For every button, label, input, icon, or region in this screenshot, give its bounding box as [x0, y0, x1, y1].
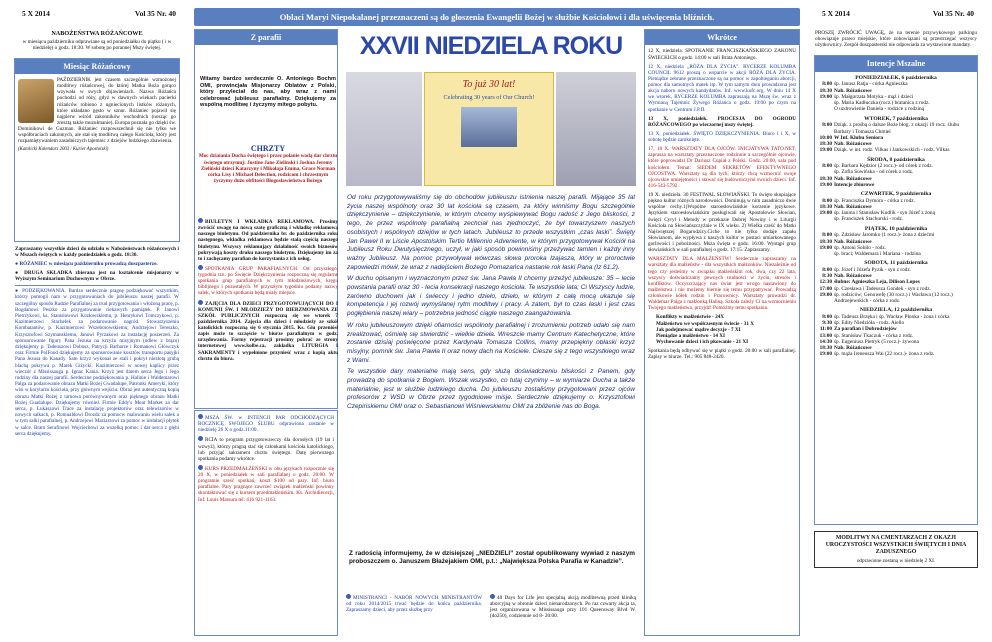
schedule-time: 18:30 [819, 345, 832, 352]
rcia-item [198, 436, 334, 462]
schedule-intention: Nab. Różańcowe [834, 203, 872, 210]
podziekowania-item: ● PODZIĘKOWANIA. Bardzo serdecznie pragnę podziękować wszystkim, którzy pomogli nam w przygotowaniach do jubileuszu naszej parafii. W szczególny sposób Radzie Parafialnej za trud przygotowania i włożoną pracę, p. Bogdanowi Peszko za przygotowanie ciekawych pamiątek. P. Janowi Pietrzykowi, ks. Stanisławowi Kozłowskiemu, p. Henrykowi Tomczykowi, p. Kazimierzowi Stachelek za podarowanie nagród. Stowarzyszeniu Kombatantów, p. Kazimierzowi Wszeborowskiemu, Andrzejowi Tereszko, Krzysztofowi Szymanskiemu, Janowi Pyrzakowi za instalację poszerzeń. Za sponsorowanie figury Pana Jezusa na krzyżu misyjnym (odlew z brązu) dziękujemy p. Tadeuszowi Dobosz, Patrycji Barbarze i Romanowi Główczyk oraz Firmie PolFood dziękujemy za sponsorowanie kosztów transportu pasyjki Pana Jezusa do Kanady. Sam krzyż wykonał ze stali i pokrył niezłotą grubą blachą pokrywa p. Marek Giżycki. Kazimierzowi w nowej kaplicy przez wieczór z Mississauga p. Ignac Kania. Krzyż jest darem serca Jego i Jego rodziny dla naszej parafii. Serdeczne podziękowania p. Halinie i Waldemarowi Palga za podarowanie obrazu Matki Bożej Gwadalupe, Patronki Ameryki, który wisi w korytarzu kościoła, przy głównym wejściu. Obraz jest autentyczną kopią obrazu Matki Bożej z tarnowa porównywanym oraz pięknego obrazu Matki Bożej Guadalupe. Dziękujemy również Firmie Eddy's Meat Market za dar serca, p. Łukaszowi Trace za instalację projektorów oraz telewizorów w nowych salkach, p. Romualdowi Drozdz za pomocw malowaniu wielu salek a w tym salki parafialnej, p. Andrzejowi Maziarzowi za pomoc w instalacji płytek w salce. Bratu Serafinowi Wojciechowi za wszelką pomoc i dar serca z głębi serca dziękujemy. [15, 288, 179, 437]
schedule-time: 18:30 [819, 238, 832, 245]
schedule-intention: Nab. Różańcowe [834, 345, 872, 352]
rozaniec-item-text: RÓŻANIEC w miesiącu październiku prowadzą duszpasterze. [19, 260, 158, 267]
right-page-volume: Vol 35 Nr. 40 [932, 9, 974, 18]
schedule-time: 19:00 [819, 93, 832, 100]
schedule-intention: Intencje zbiorowe [834, 181, 875, 188]
schedule-time: 8:00 [822, 122, 832, 129]
rosary-services-text: w miesiącu październiku odprawiane są od poniedziałku do piątku ( i w niedzielę) o godz. 18:30. W sobotę po porannej Mszy świętej. [22, 39, 172, 52]
z-parafii-lower [194, 410, 338, 636]
day-title: PIĄTEK, 10 października [864, 225, 928, 232]
workshop-item: Małżeństwo we współczesnym świecie - 31 X [656, 320, 754, 327]
kursy-text: KURS PRZEDMAŁŻEŃSKI w obu językach rozpocznie się 20 X, w poniedziałek w sali parafialnej o godz. 20:00. W programie sześć spotkań, koszt $100 od pary. Inf. biuro parafialne. Pary pragnące zawrzeć związek małżeński powinny skontaktować się z kursem przedmałżeńskim. Ks. Archidiecezji, Inf. Louis Marsura tel: 416 921-1163. [198, 465, 334, 503]
schedule-intention: śp. Edity Niedzióła - rodz. Aiello [834, 320, 905, 327]
schedule-intention: śp. Janina i Stanisław Kudlik - syn Józef z żoną [834, 210, 935, 217]
schedule-intention: śp. Maria Kadłuczka (rocz.) bratanica z rodz. [834, 100, 930, 107]
wkrotce-items [645, 45, 799, 366]
schedule-time: 18:30 [819, 87, 832, 94]
day-title: ŚRODA, 8 października [867, 156, 925, 163]
schedule-time [817, 106, 833, 112]
intentions-box [814, 55, 978, 525]
schedule-row [817, 147, 975, 153]
podziekowania-text: PODZIĘKOWANIA. Bardzo serdecznie pragnę podziękować wszystkim, którzy pomogli nam w przygotowaniach do jubileuszu naszej parafii. W szczególny sposób Radzie Parafialnej za trud przygotowania i włożoną pracę, p. Bogdanowi Peszko za przygotowanie ciekawych pamiątek. P. Janowi Pietrzykowi, ks. Stanisławowi Kozłowskiemu, p. Henrykowi Tomczykowi, p. Kazimierzowi Stachelek za podarowanie nagród. Stowarzyszeniu Kombatantów, p. Kazimierzowi Wszeborowskiemu, Andrzejowi Tereszko, Krzysztofowi Szymanskiemu, Janowi Pyrzakowi za instalację poszerzeń. Za sponsorowanie figury Pana Jezusa na krzyżu misyjnym (odlew z brązu) dziękujemy p. Tadeuszowi Dobosz, Patrycji Barbarze i Romanowi Główczyk oraz Firmie PolFood dziękujemy za sponsorowanie kosztów transportu pasyjki Pana Jezusa do Kanady. Sam krzyż wykonał ze stali i pokrył niezłotą grubą blachą pokrywa p. Marek Giżycki. Kazimierzowi w nowej kaplicy przez wieczór z Mississauga p. Ignac Kania. Krzyż jest darem serca Jego i Jego rodziny dla naszej parafii. Serdeczne podziękowania p. Halinie i Waldemarowi Palga za podarowanie obrazu Matki Bożej Gwadalupe, Patronki Ameryki, który wisi w korytarzu kościoła, przy głównym wejściu. Obraz jest autentyczną kopią obrazu Matki Bożej z tarnowa porównywanym oraz pięknego obrazu Matki Bożej Guadalupe. Dziękujemy również Firmie Eddy's Meat Market za dar serca, p. Łukaszowi Trace za instalację projektorów oraz telewizorów w nowych salkach, p. Romualdowi Drozdz za pomocw malowaniu wielu salek a w tym salki parafialnej, p. Andrzejowi Maziarzowi za pomoc w instalacji płytek w salce. Bratu Serafinowi Wojciechowi za wszelką pomoc i dar serca z głębi serca dziękujemy. [15, 288, 179, 437]
day-schedule [817, 267, 975, 305]
chrzty-box [198, 144, 338, 214]
rosary-source: (Katolicki Kalendarz 2003 / Kurier Apostolski) [18, 147, 109, 153]
schedule-intention: Nab. Różańcowe [834, 87, 872, 94]
poster-subheading: Celebrating 30 years of Our Church! [443, 93, 535, 101]
ministranci-item [346, 594, 482, 613]
schedule-intention: śp. Józef i Józefa Pyzik - syn z rodz. [834, 266, 912, 273]
schedule-time: 10:00 [819, 134, 832, 141]
schedule-time: 18:30 [819, 141, 832, 147]
schedule-time: 17:00 [819, 285, 832, 292]
schedule-time: 18:30 [819, 175, 832, 182]
schedule-intention: Nab. Różańcowe [834, 273, 872, 280]
oblates-header: Oblaci Maryi Niepokalanej przeznaczeni są do głoszenia Ewangelii Bożej w służbie Kościołowi i dla uświęcenia bliźnich. [194, 8, 800, 26]
rosary-month-title: Miesiąc Różańcowy [15, 59, 179, 74]
day-title: PONIEDZIAŁEK, 6 października [855, 74, 937, 81]
schedule-time: 19:00 [819, 244, 832, 251]
day-title: WTOREK, 7 października [864, 115, 928, 122]
cemetery-date: odprawione zostaną w niedzielę 2 XI. [856, 557, 936, 564]
schedule-intention: Nab. Różańcowe [834, 238, 872, 245]
schedule-intention: Nab. Różańcowe [834, 141, 872, 147]
schedule-intention: śp. rodziców; Genowefę (30 rocz.) i Wacława (12 rocz.) Andrzejewskich - córka z rodz. [834, 291, 953, 305]
welcome-text: Witamy bardzo serdecznie O. Antoniego Bochm OMI, prowincjała Misjonarzy Oblatów z Polski, który przyleciał do nas, aby wraz z nami celebrować jubileusz parafialny. Dziękujemy za wspólną modlitwę i życzymy mitego pobytu. [200, 76, 336, 109]
rozaniec-item: ● RÓŻANIEC w miesiącu październiku prowadzą duszpasterze. [15, 260, 158, 267]
church-photo [461, 107, 517, 147]
right-page-number: 5 X 2014 [822, 9, 850, 18]
bulletin-sheet [12, 8, 980, 636]
schedule-time: 9:30 [822, 320, 832, 327]
schedule-time [817, 216, 833, 222]
day-schedule [817, 198, 975, 223]
grupy-text: SPOTKANIA GRUP PARAFIALNYCH. Od przyszłego, tygodnia tzn. po Święcie Dziękczynienia rozpoczną się regularne spotkania grup parafialnych w tym młodzieżowych, kręgu biblijnego i pozostałych. W przyszłym tygodniu podamy nazwy salek, w których spotkania będą miały miejsce. [198, 265, 338, 297]
workshop-item: Pieniądze a małżeństwo - 14 XI [656, 332, 726, 339]
ministranci-box [344, 592, 484, 636]
schedule-row [817, 122, 975, 135]
chrzty-title: CHRZTY [250, 144, 286, 153]
rosary-month-paragraph: PAŹDZIERNIK jest czasem szczególnie wzmożonej modlitwy różańcowej, do której Matka Boża gorąco wzywała w swych objawieniach. Nazwa Różańca pochodzi od róży, gdyż w dawnych wiekach pacierki różańców robiono z ugniecionych listków różanych, które układano gęsto w sznur. Różaniec pojawił się najpierw wśród zakonników wschodnich (nosząc go zresztą także muzułmanie). Europa poznała go dzięki św. Dominikowi de Guzman. Różaniec rozpowszechnił się nie tylko we współbraciach zakonnych, ale stał się modlitwą całego Kościoła, który jest rozpamiętywaniem zasadniczych tajemnic z dziejów ludzkiego zbawienia. [18, 77, 176, 145]
forty-days-item [490, 594, 636, 620]
schedule-time: 12:30 [819, 279, 832, 286]
workshop-item: Wychowanie dzieci i ich pkowanie - 21 XI [656, 338, 749, 345]
schedule-row [817, 251, 975, 257]
day-schedule [817, 232, 975, 257]
schedule-intention: śp. Franciszek Stachurski - rodz. [834, 216, 904, 223]
schedule-time: 11:00 [819, 326, 832, 333]
left-page-header [12, 8, 182, 24]
left-page-number: 5 X 2014 [22, 9, 50, 18]
schedule-row [817, 216, 975, 222]
zajecia-item [198, 300, 338, 362]
wkrotce-column [644, 29, 800, 636]
wkrotce-item-1: 12 X, niedziela. SPOTKANIE FRANCISZKAŃSKIEGO ZAKONU ŚWIECKICH o godz. 14:00 w sali Brata Antoniego. [648, 48, 796, 61]
cemetery-box [814, 531, 978, 568]
schedule-row [817, 351, 975, 357]
grupy-item [198, 265, 338, 297]
forty-days-text: 40 Days for Life jest specjalną akcją modlitewną przed kliniką aborcyjną w obronie dzieci nienarodzonych. Po raz czwarty akcja ta, jest organizowana w Mississauga przy 101 Queensway Blvd W.(do250), codziennie od 8- 20:00. [490, 595, 636, 620]
letter-p2: W duchu opisanym i wyznaczonym przez św. Jana Pawła II chcemy przeżyć jubileusze: 35 – lecie powstania parafii oraz 30 - lecia konsekracji naszego kościoła. Te wszystkie lata; Ci Wszyscy ludzie, zarówno duchowni jak i świeccy i jedno dzieło, dzieło, w którym z całą mocą ukazuje się kompetencja i jej rozwój wymyślanej rytm modlitwy i pracy. A zatem, był to czas łaski i jest czas pogłębienia naszej wiary – potrzebna jedność ciągle naszego zaangażowania. [347, 275, 635, 318]
schedule-intention: śp. Czesława i Tadeusza Gondek - syn z rodz. [834, 285, 931, 292]
schedule-intention: Dziąk. w int. rodz. Vilkas i Jankowskich - rodz. Vilkas [834, 147, 950, 154]
schedule-time: 19:00 [819, 147, 832, 154]
rcia-text: RCIA to program przygotowawczy dla dorosłych (19 lat i wzwyż), którzy pragną stać się członkami kościoła katolickiego, lub przyjąć sakrament chrztu świętego. Datę pierwszego spotkania podamy wkrótce. [198, 437, 334, 462]
kursy-item [198, 465, 334, 503]
day-title: CZWARTEK, 9 października [860, 191, 932, 198]
schedule-intention: W Inf. Klubu Seniora [834, 134, 884, 141]
radosc-note-text: Z radością informujemy, że w dzisiejszej „NIEDZIELI” został opublikowany wywiad z naszym proboszczem o. Januszem Błażejakiem OMI, p.t.: „Największa Polska Parafia w Kanadzie”. [349, 550, 635, 565]
zajecia-text: ZAJĘCIA DLA DZIECI PRZYGOTOWUJĄCYCH DO I KOMUNII ŚW. I MŁODZIEŻY DO BIERZMOWANIA ZE SZKÓŁ PUBLICZNYCH rozpoczną się we wtorek 7 października 2014. Zajęcia dla dzieci i młodzieży ze szkół katolickich rozpoczną się 6 stycznia 2015. Ks. Giu przeniósł zapis może to szczęście w biurze parafialnym w godz. urzędowania. Formy rejestracji prosimy pobrać ze strony internetowej www.kolbe.ca, zakładka LITURGIA I SAKRAMENTY i wypełnione przynieść wraz z kopią aktu chrztu do biura. [198, 300, 338, 362]
wkrotce-item-5: 17, 18 X. WARSZTATY DLA OJCÓW. INICJATYWA TATO.NET, zaprasza na warsztaty przeznaczone rodzinnie a szczególnie ojcowie, które poprowadzi Dr Dariusz Cupiał z Polski. Godz. 20:00, sala pod kościołem. Temat: SIEDEM SEKRETÓW EFEKTYWNEGO OJCOSTWA. Warsztaty są dla tych, którzy chcą wzmocnić swoje ojcowskie umiejętności i stawać się budowniczymi swoich dzieci. Inf. 416-543-5792. [648, 146, 796, 189]
day-schedule [817, 314, 975, 358]
letter-p1: Od roku przygotowywaliśmy się do obchodów jubileuszu istnienia naszej parafii. Mijające 35 lat życia naszej wspólnoty oraz 30 lat kościoła są czasem, za który winniśmy Bogu szczególnie dziękczynienie – dziękczynienie, w którym chcemy wyśpiewywać Bogu radość z Jego bliskości, z tego, że przez wspólnotę parafialną zechciał nas zjednoczyć, że był towarzyszem naszych osobistych i wspólnych dziejów w tych latach. Jubileusz to przede wszystkim „czas łaski”. Święty Jan Paweł II w Liście Apostolskim Tertio Millennio Adveniente, w którym przygotowywał Kościół na Jubileusz Roku Dwutysięcznego, uczył, w jaki sposób powinniśmy przeżywać tamten i każdy inny ważny Jubileusz. Na pomoc przywoływał wówczas słowa proroka Izajasza, który w proroctwie zapowiedzi mówił, że wraz z nadejściem Bożego Pomazańca nastanie rok łaski Pana (Iz 61,2). [347, 194, 635, 271]
wkrotce-item-6: 19 X. niedziela. 30 FESTIWAL SŁOWIAŃSKI. To święto skupiające piękno kultur różnych narodowości. Dominują w nim zasadniczo dwie wspólne cechy.1)Wspólne staroesłowiańskie korzenie językowe. Językiem staroesłowiańskim posługiwali się Apostołowie Słowian, święci Cyryl i Metody w przekazie Dobrej Nowiny i w Liturgii Kościoła na Słowiańszczyźnie w IX wieku. 2) Wielka cześć do Matki Najświętszej Bogarodzicy.Ciche to nie tylko dodaje zapału Słowianom, ale wypływa z naszych kultur w postaci umiarkowanego gorliwości i pobożności. Msza święta o godz. 16:00. Wystąpi grup słowiańskich w sali parafialnej o godz. 17:15. Zapraszamy. [648, 192, 796, 254]
day-schedule [817, 122, 975, 153]
ministranci-text: MINISTRANCI - NABÓR NOWYCH MINISTRANTÓW od roku 2014/2015 trwać będzie do końca października. Zapraszamy dzieci, aby przez służbę przy [346, 595, 482, 614]
schedule-time [817, 251, 833, 257]
poster-heading: To już 30 lat! [462, 79, 516, 90]
biuletyn-item [198, 218, 338, 262]
druga-skladka-item: ● DRUGA SKŁADKA zbierana jest na kształcenie misjonarzy w Wyższym Seminarium Duchownym w Obrze. [15, 269, 179, 283]
schedule-intention: śp. braci; Waldemara i Mariana - rodzina [834, 251, 921, 258]
day-schedule [817, 163, 975, 188]
jubilee-poster [424, 72, 554, 186]
forty-days-box [488, 592, 638, 636]
right-page [812, 8, 980, 636]
wkrotce-item-3: 13 X, poniedziałek. PROCESJA DO OGRODU RÓŻAŃCOWEGO po wieczornej mszy świętej. [648, 115, 796, 128]
schedule-time: 8:30 [822, 273, 832, 280]
left-page-volume: Vol 35 Nr. 40 [134, 9, 176, 18]
schedule-intention: śp. Zdzisław Jaromko (1 rocz.)- żona z dziećmi [834, 232, 935, 239]
center-spread [194, 8, 800, 636]
right-page-header [812, 8, 980, 24]
schedule-time: 18:30 [819, 203, 832, 210]
biuletyn-text: BIULETYN I WKŁADKA REKLAMOWA. Prosimy zwrócić uwagę na nową szatę graficzną i wkładkę reklamową naszego biuletynu. Od października br. do października roku następnego, wkładka reklamowa będzie stałą częścią naszego biuletynu. Wszyscy reklamujący działalność swoich biznesów pokrywają koszty druku naszego biuletynu. Dziękujemy im za to i zachęcamy parafian do korzystania z ich usług. [198, 219, 338, 262]
chrzty-text: Moc dziaiania Ducha świętego i przez połanie wodą dar chrztu świętego otrzymuj: Justine Jane Zielinski i Joshua Jeremy Zieliński dzieci Katarzyny i Mikołaja Emma, Grace Norman córka Lisy i Michael Delection, rodzicom i chrzestnym życzymy dużo obfitości Błogosławieństwa Bożego [198, 153, 338, 184]
pastor-letter [344, 192, 638, 542]
workshop-footer: Spotkania będą odbywać się w piątki o godz. 20:00 w sali parafialnej. Zapisy w biurze. Tel.: 905 848-2420. [648, 348, 796, 361]
schedule-time: 8:00 [822, 232, 832, 239]
left-page [12, 8, 182, 636]
day-title: NIEDZIELA, 12 października [859, 307, 933, 314]
z-parafii-items [198, 218, 338, 406]
wkrotce-item-2: 12 X, niedziela „RÓŻA DLA ŻYCIA”. RYCERZE KOLUMBA COUNCIL 9612 proszą o wsparcie w akcji RÓŻA DLA ŻYCIA. Pieniądze zebrane przeznaczone są na pomoc w zapobieganiu aborcji, pomoc dla samotnych matek itp. W tym samym dniu prowadzona jest akcja naboru nowych kandydatów. Inf. www.kofc.org. W dniu 14 X we wtorek, RYCERZE KOLUMBA zapraszają na Mszę św. wraz z Wymianą Tajemnic Żywego Różańca o godz. 19:00 po czym na spotkanie w Centrum J.P.II. [648, 63, 796, 113]
children-invite: Zapraszamy wszystkie dzieci do udziału w Nabożeństwach różańcowych i w Mszach świętych w każdy poniedziałek o godz. 18:30. [15, 245, 179, 258]
schedule-row [817, 292, 975, 305]
day-title: SOBOTA, 11 października [864, 260, 928, 267]
letter-p3: W roku jubileuszowym dzięki ofiarności wspólnoty parafialnej i zrozumieniu potrzeb udało się nam zrealizować, ośmielę się stwierdzić - wielkie dzieła. Wreszcie mamy Centrum Katechetyczne, które zostanie dzisiaj poświęcone przez Kardynała Tomasza Collins, mamy przepiękny obłaski krzyż misyjny, pomnik św. Jana Pawła II oraz nowy dach na Kościele. Ciesze się z tego wszystkiego wraz z Wami. [347, 321, 635, 364]
schedule-intention: śp. Janusz Ratja - córka Agnieszka [834, 81, 908, 88]
schedule-intention: Za parafian i Dobrodziejów [834, 326, 897, 333]
schedule-time: 19:00 [819, 210, 832, 217]
schedule-intention: śp. Barbara Kędzior (2 rocz.)- od córek z rodz. [834, 163, 933, 170]
welcome-box [198, 74, 338, 140]
workshop-list [656, 314, 796, 345]
schedule-time: 19:00 [819, 351, 832, 358]
intentions-title: Intencje Mszalne [815, 56, 977, 71]
msza-intencji-item [198, 414, 334, 433]
schedule-row [817, 106, 975, 112]
radosc-note [346, 548, 638, 588]
schedule-intention: Nab. Różańcowe [834, 175, 872, 182]
rosary-image [18, 79, 54, 123]
intentions-list [815, 75, 977, 358]
druga-skladka-text: DRUGA SKŁADKA zbierana jest na kształcenie misjonarzy w Wyższym Seminarium Duchownym w Obrze. [15, 269, 179, 283]
parking-notice: PROSZĘ ZWRÓCIĆ UWAGĘ, że na terenie przywykowego parkingu obowiązuje prawo miejskie, które zobowiązani są przestrzegać wszyscy użytkownicy. Zespół duszpasterski nie odpowiada za wystawione mandaty. [815, 30, 977, 49]
schedule-time: 8:00 [822, 313, 832, 320]
schedule-time: 8:00 [822, 197, 832, 204]
wkrotce-item-4: 13 X, poniedziałek. ŚWIĘTO DZIĘKCZYNIENIA. Biuro l i X, w sobotę będzie zamknięte. [648, 130, 796, 144]
schedule-time: 13:00 [819, 332, 832, 339]
banner [346, 32, 636, 68]
schedule-time: 8:00 [822, 81, 832, 88]
schedule-intention: śp. Franciszka Dymora - córka z rodz. [834, 197, 915, 204]
letter-p4: Te wszystkie dary materialne mają sens, gdy służą doświadczeniu bliskości z Panem, gdy prowadzą do spotkania z Bogiem. Wszak wszystko, co tutaj czynimy – w wymiarze Ducha a także materialnie, jest w służbie ludzkiego ducha. Do jubileuszu zostaliśmy przygotowani przez ojców profesorów z WSD w Obrze przez tygodniowe misje. Serdecznie dziękujemy o. Krzysztofowi Czepiriskiemu OMI oraz o. Sebastianowi Wiśniewskiemu OMI za zbliżenie nas do Boga. [347, 368, 635, 411]
schedule-intention: ślubne: Agnieszka Leja, Dilison Lopes [834, 279, 920, 286]
workshop-item: Konflikty w małżeństwie - 24X [656, 314, 725, 321]
schedule-time: 14:30 [819, 338, 832, 345]
schedule-intention: śp. Małgorzata Motyka - mąż i dzieci [834, 93, 914, 100]
schedule-time: 19:00 [819, 291, 832, 298]
wkrotce-title: Wkrótce [645, 30, 799, 45]
z-parafii-title: Z parafii [195, 30, 337, 45]
schedule-intention: śp. mąża Ireneusza Wai (22 rocz.)- żona z rodz. [834, 351, 935, 358]
schedule-intention: śp. Eugeniusz Pietryk (5 rocz.)- żywona [834, 338, 919, 345]
banner-title: XXVII NIEDZIELA ROKU [359, 32, 623, 60]
cemetery-title: MODLITWY NA CMENTARZACH Z OKAZJI UROCZYSTOŚCI WSZYSTKICH ŚWIĘTYCH I DNIA ZADUSZNEGO [825, 535, 967, 556]
rosary-month-box [14, 58, 180, 242]
pope-image-left [346, 72, 422, 186]
schedule-intention: śp. Zofia Sowińska - od córek z rodz. [834, 169, 914, 176]
schedule-row [817, 182, 975, 188]
schedule-intention: O uzdrowienie Daniela - rodzice z rodziną [834, 106, 925, 113]
rosary-services-title: NABOŻEŃSTWA RÓŻAŃCOWE [51, 30, 143, 37]
schedule-intention: śp. Antoni Sobilo - rodz. [834, 244, 887, 251]
schedule-intention: Dziąk. z prośbą o dalsze Boże błog. z okazji 19 rocz. ślubu Barbary i Tomasza Chmiel [834, 122, 960, 135]
schedule-intention: śp. Stanisław Tkaczuk - córka z rodz. [834, 332, 914, 339]
wkrotce-item-7: WARSZTATY DLA MAŁŻEŃSTW! Serdecznie zapraszamy na warsztaty dla małżeństw - dla wszystkich małżonków. Niezależnie od tego czy jesteśmy w związku małżeńskim rok, dwa, czy 22 lata, wszyscy doświadczamy pewnych trudności w życiu, stresów i konfliktów. Oczyszczający nas świat jest wrogo nastawiony do małżeństwa i nie możemy biernie się temu przypatrywać. Prowadzą członkowie kółek rodzin i Pracownicy. Warsztaty prowadzi dr. Waldemar Palga z małżonką Haliną. Szkoła zależy Ci na wzmocnieniu Twojego małżeństwa, przyjdź! Pomóżmy temu spotkaniu. [648, 256, 796, 312]
workshop-item: Jak podejmować mądre decyzje - 7 XI [656, 326, 741, 333]
schedule-time: 8:00 [822, 163, 832, 170]
pope-image-right [556, 72, 636, 186]
schedule-time: 8:00 [822, 266, 832, 273]
msza-intencji-text: MSZA ŚW. w INTENCJI PAR ODCHODZĄCYCH ROCZNICĘ SWOJEGO ŚLUBU odprawiona zostanie w niedzielę 26 X o godz.11:00. [198, 415, 334, 434]
schedule-intention: śp. Tadeusz Brzęka i śp. Wacław Płonka - żona i córka [834, 313, 950, 320]
schedule-time: 19:00 [819, 181, 832, 188]
day-schedule [817, 81, 975, 112]
